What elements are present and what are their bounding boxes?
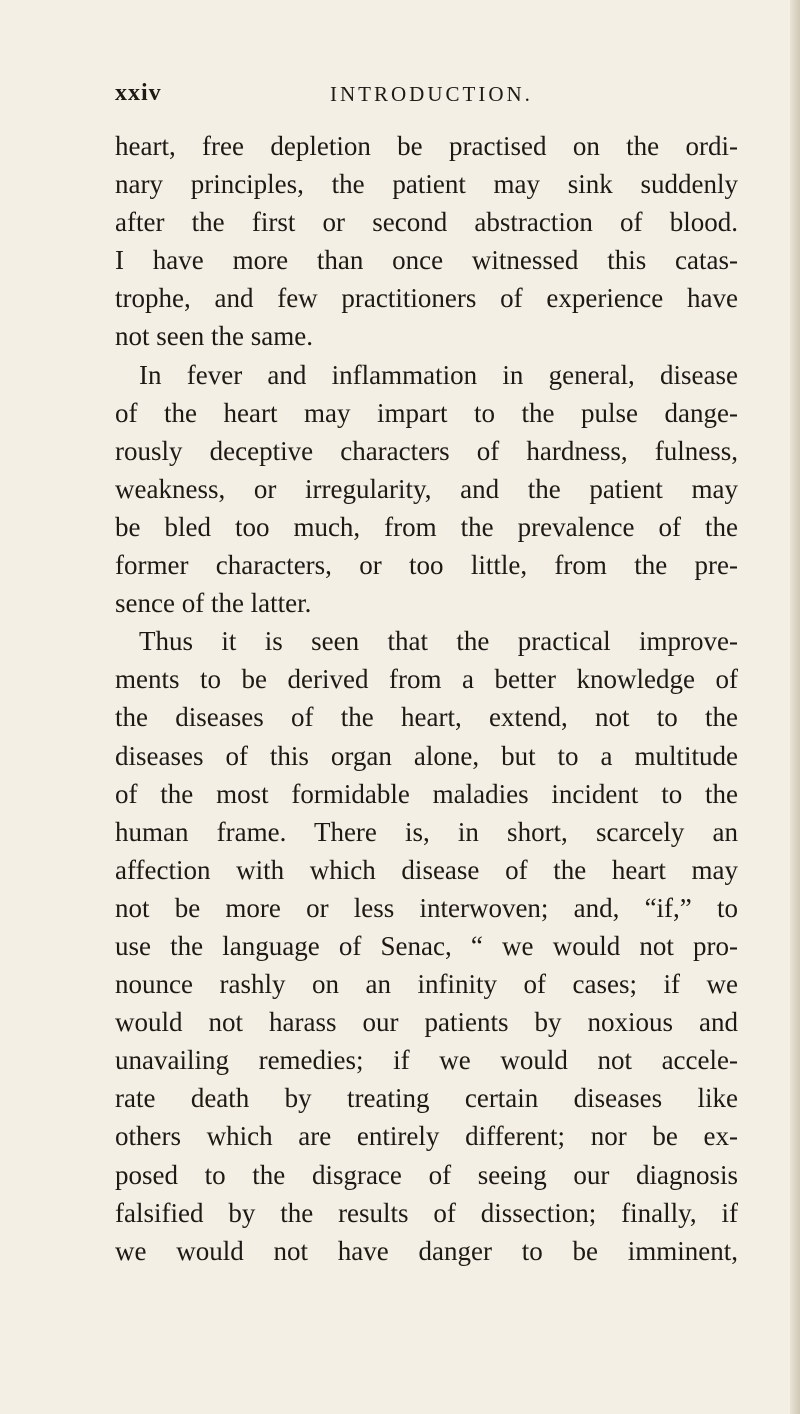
page-header	[0, 80, 800, 114]
text-line: falsified by the results of dissection; finally, if	[115, 1197, 738, 1228]
text-line: In fever and inflammation in general, disease	[139, 359, 738, 390]
text-line: of the most formidable maladies incident to the	[115, 778, 738, 809]
text-line: we would not have danger to be imminent,	[115, 1235, 738, 1266]
text-line: affection with which disease of the heart may	[115, 854, 738, 885]
text-line: rate death by treating certain diseases like	[115, 1083, 738, 1114]
text-line: weakness, or irregularity, and the patient may	[115, 473, 738, 504]
running-title: INTRODUCTION.	[330, 82, 533, 106]
text-line: not seen the same.	[115, 321, 313, 352]
text-line: nary principles, the patient may sink suddenly	[115, 169, 738, 200]
text-line: diseases of this organ alone, but to a multitude	[115, 740, 738, 771]
text-line: heart, free depletion be practised on the ordi-	[115, 131, 738, 161]
text-line: use the language of Senac, “ we would not pro-	[115, 930, 738, 961]
text-line: nounce rashly on an infinity of cases; if we	[115, 969, 738, 1000]
text-line: rously deceptive characters of hardness, fulness,	[115, 435, 738, 466]
text-line: not be more or less interwoven; and, “if,” to	[115, 892, 738, 923]
page-edge-shadow	[790, 0, 800, 1414]
text-line: unavailing remedies; if we would not accele-	[115, 1045, 738, 1076]
text-line: of the heart may impart to the pulse dange-	[115, 397, 738, 428]
body-text	[115, 127, 738, 1270]
text-line: after the first or second abstraction of blood.	[115, 207, 738, 238]
text-line: ments to be derived from a better knowledge of	[115, 664, 738, 695]
text-line: the diseases of the heart, extend, not to the	[115, 702, 738, 733]
text-line: posed to the disgrace of seeing our diagnosis	[115, 1159, 738, 1190]
text-line: I have more than once witnessed this catas-	[115, 245, 738, 276]
text-line: Thus it is seen that the practical improve-	[139, 626, 738, 657]
text-line: former characters, or too little, from the pre-	[115, 550, 738, 581]
text-line: trophe, and few practitioners of experience have	[115, 283, 738, 314]
text-line: sence of the latter.	[115, 588, 312, 619]
text-line: human frame. There is, in short, scarcely an	[115, 816, 738, 847]
text-line: would not harass our patients by noxious and	[115, 1007, 738, 1038]
text-line: be bled too much, from the prevalence of the	[115, 511, 738, 542]
text-line: others which are entirely different; nor be ex-	[115, 1121, 738, 1152]
page-number: xxiv	[115, 80, 162, 106]
